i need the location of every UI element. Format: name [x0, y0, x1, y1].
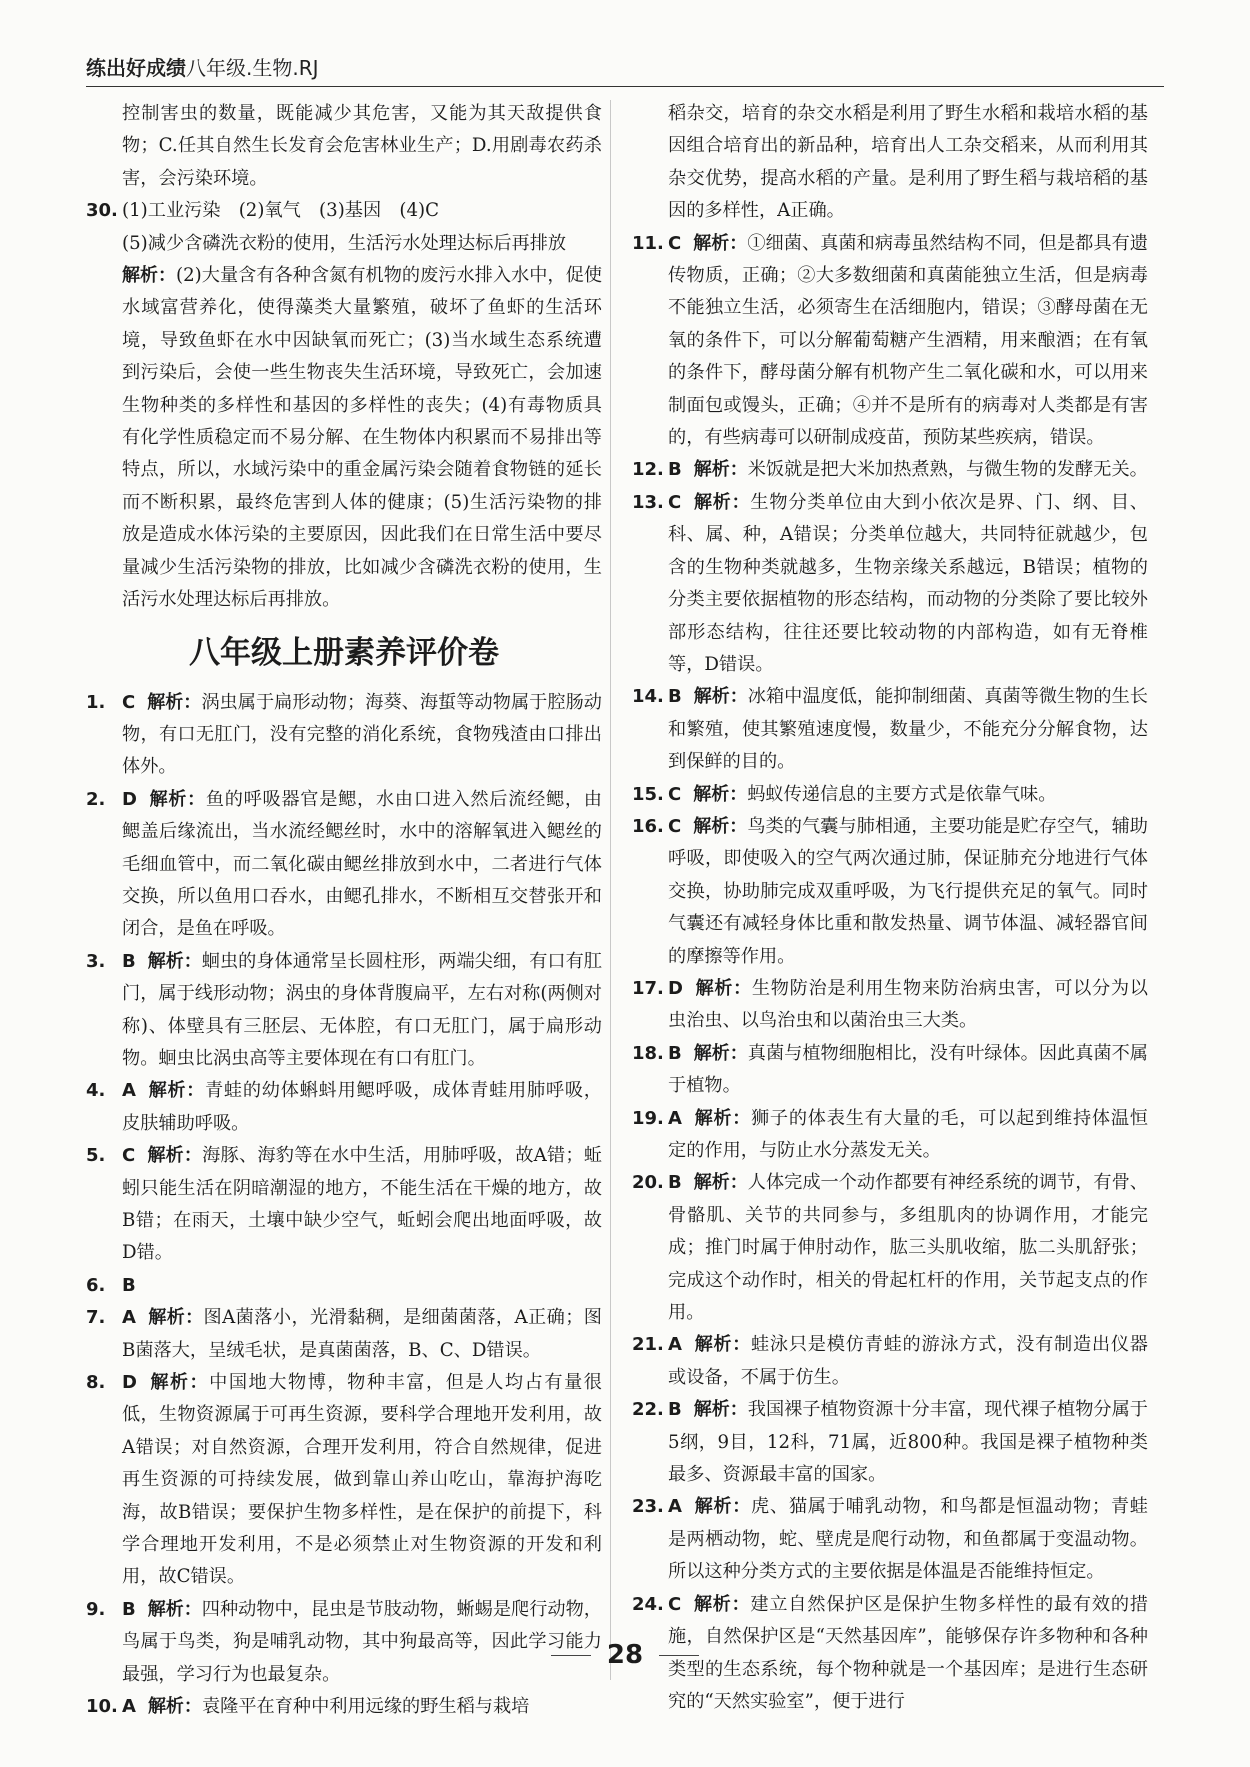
explanation-label: 解析：: [147, 1307, 204, 1329]
explanation-label: 解析：: [693, 1107, 751, 1129]
item-answer: A: [668, 1107, 682, 1129]
answer-item: [86, 946, 602, 1076]
item-number: 2.: [86, 788, 106, 810]
explanation-label: 解析：: [693, 491, 751, 513]
left-answer-list: [86, 687, 602, 1724]
item-number: 6.: [86, 1274, 106, 1296]
answer-item: [632, 1329, 1148, 1394]
item-number: 13.: [632, 491, 664, 513]
item-number: 21.: [632, 1334, 664, 1356]
item-explanation: 青蛙的幼体蝌蚪用鳃呼吸，成体青蛙用肺呼吸，皮肤辅助呼吸。: [122, 1080, 602, 1134]
header-subtitle: 八年级.生物.RJ: [186, 56, 319, 80]
answer-item: [86, 784, 602, 946]
item-answer: C: [668, 491, 682, 513]
item-answer: A: [122, 1696, 136, 1718]
explanation-label: 解析：: [147, 1080, 205, 1102]
explanation-label: 解析：: [693, 783, 748, 805]
item-answer: B: [122, 950, 136, 972]
item-answer: C: [668, 1593, 682, 1615]
answer-item: [632, 487, 1148, 681]
answer-item: [86, 1302, 602, 1367]
answer-item: [632, 454, 1148, 486]
item-number: 12.: [632, 459, 664, 481]
item-number: 19.: [632, 1107, 664, 1129]
item-answer: D: [122, 788, 137, 810]
answer-item-30: [86, 195, 602, 616]
item-answer: B: [668, 459, 682, 481]
item-number: 30.: [86, 200, 118, 222]
item-number: 4.: [86, 1080, 106, 1102]
item-explanation: 海豚、海豹等在水中生活，用肺呼吸，故A错；蚯蚓只能生活在阴暗潮湿的地方，不能生活在干燥的地方，故B错；在雨天，土壤中缺少空气，蚯蚓会爬出地面呼吸，故D错。: [122, 1145, 603, 1264]
item-explanation: 真菌与植物细胞相比，没有叶绿体。因此真菌不属于植物。: [668, 1042, 1148, 1097]
item-answer: A: [668, 1334, 682, 1356]
item-explanation: 生物防治是利用生物来防治病虫害，可以分为以虫治虫、以鸟治虫和以菌治虫三大类。: [668, 977, 1148, 1032]
item-number: 9.: [86, 1598, 106, 1620]
item-explanation: 图A菌落小，光滑黏稠，是细菌菌落，A正确；图B菌落大，呈绒毛状，是真菌菌落，B、C、D错误。: [122, 1307, 602, 1361]
item-answer: B: [668, 1042, 682, 1064]
answer-item: [632, 811, 1148, 973]
left-column: [86, 98, 602, 1724]
item-answer: A: [122, 1307, 136, 1329]
item-answer: C: [668, 232, 682, 254]
item-explanation: 蛙泳只是模仿青蛙的游泳方式，没有制造出仪器或设备，不属于仿生。: [668, 1334, 1148, 1388]
item-number: 5.: [86, 1145, 106, 1167]
item-30-explanation: (2)大量含有各种含氮有机物的废污水排入水中，促使水域富营养化，使得藻类大量繁殖，破坏了鱼虾的生活环境，导致鱼虾在水中因缺氧而死亡；(3)当水域生态系统遭到污染后，会使一些生物丧失生活环境，导致死亡，会加速生物种类的多样性和基因的多样性的丧失；(4)有毒物质具有化学性质稳定而不易分解、在生物体内积累而不易排出等特点，所以，水域污染中的重金属污染会随着食物链的延长而不断积累，最终危害到人体的健康；(5)生活污染物的排放是造成水体污染的主要原因，因此我们在日常生活中要尽量减少生活污染物的排放，比如减少含磷洗衣粉的使用，生活污水处理达标后再排放。: [122, 265, 603, 611]
item-answer: B: [122, 1598, 136, 1620]
explanation-label: 解析：: [147, 691, 202, 713]
item-number: 23.: [632, 1496, 664, 1518]
item-30-answer-line2: (5)减少含磷洗衣粉的使用，生活污水处理达标后再排放: [122, 232, 567, 254]
item-number: 20.: [632, 1172, 664, 1194]
item-explanation: 虎、猫属于哺乳动物，和鸟都是恒温动物；青蛙是两栖动物，蛇、壁虎是爬行动物，和鱼都属于变温动物。所以这种分类方式的主要依据是体温是否能维持恒定。: [668, 1496, 1148, 1583]
explanation-label: 解析：: [147, 1696, 202, 1718]
explanation-label: 解析：: [147, 1598, 202, 1620]
answer-item: [632, 1167, 1148, 1329]
item-answer: C: [668, 815, 682, 837]
explanation-label: 解析：: [693, 1399, 748, 1421]
item-explanation: 狮子的体表生有大量的毛，可以起到维持体温恒定的作用，与防止水分蒸发无关。: [668, 1107, 1148, 1161]
item-number: 22.: [632, 1399, 664, 1421]
item-number: 17.: [632, 977, 664, 999]
item-explanation: 人体完成一个动作都要有神经系统的调节，有骨、骨骼肌、关节的共同参与，多组肌肉的协调作用，才能完成；推门时属于伸肘动作，肱三头肌收缩，肱二头肌舒张；完成这个动作时，相关的骨起杠杆的作用，关节起支点的作用。: [668, 1172, 1148, 1324]
item-answer: B: [122, 1274, 136, 1296]
header-rule: [86, 86, 1164, 87]
item-explanation: 米饭就是把大米加热煮熟，与微生物的发酵无关。: [747, 459, 1148, 481]
explanation-label: 解析：: [693, 232, 748, 254]
answer-item: [632, 779, 1148, 811]
item-number: 11.: [632, 232, 664, 254]
item-number: 15.: [632, 783, 664, 805]
explanation-label: 解析：: [147, 950, 202, 972]
explanation-label: 解析：: [693, 1334, 751, 1356]
item-number: 16.: [632, 815, 664, 837]
explanation-label: 解析：: [693, 1172, 748, 1194]
item-answer: B: [668, 1172, 682, 1194]
page-footer: [0, 1640, 1250, 1670]
item-explanation: 四种动物中，昆虫是节肢动物，蜥蜴是爬行动物，鸟属于鸟类，狗是哺乳动物，其中狗最高等，因此学习能力最强，学习行为也最复杂。: [122, 1598, 602, 1685]
item-answer: D: [122, 1372, 137, 1394]
explanation-label: 解析：: [693, 815, 748, 837]
answer-item: [632, 1103, 1148, 1168]
item-explanation: 生物分类单位由大到小依次是界、门、纲、目、科、属、种，A错误；分类单位越大，共同特征就越少，包含的生物种类就越多，生物亲缘关系越远，B错误；植物的分类主要依据植物的形态结构，而动物的分类除了要比较外部形态结构，往往还要比较动物的内部构造，如有无脊椎等，D错误。: [668, 491, 1148, 675]
continued-explanation-10: 稻杂交，培育的杂交水稻是利用了野生水稻和栽培水稻的基因组合培育出的新品种，培育出人工杂交稻来，从而利用其杂交优势，提高水稻的产量。是利用了野生稻与栽培稻的基因的多样性，A正确。: [668, 103, 1148, 222]
item-explanation: 我国裸子植物资源十分丰富，现代裸子植物分属于5纲，9目，12科，71属，近800种。我国是裸子植物种类最多、资源最丰富的国家。: [668, 1399, 1148, 1486]
item-explanation: 中国地大物博，物种丰富，但是人均占有量很低，生物资源属于可再生资源，要科学合理地开发利用，故A错误；对自然资源，合理开发利用，符合自然规律，促进再生资源的可持续发展，做到靠山养山吃山，靠海护海吃海，故B错误；要保护生物多样性，是在保护的前提下，科学合理地开发利用，不是必须禁止对生物资源的开发和利用，故C错误。: [122, 1372, 602, 1588]
item-explanation: 蛔虫的身体通常呈长圆柱形，两端尖细，有口有肛门，属于线形动物；涡虫的身体背腹扁平，左右对称(两侧对称)、体壁具有三胚层、无体腔，有口无肛门，属于扁形动物。蛔虫比涡虫高等主要体现在有口有肛门。: [122, 950, 602, 1069]
explanation-label: 解析：: [148, 788, 206, 810]
answer-item: [632, 228, 1148, 455]
answer-item: [632, 973, 1148, 1038]
explanation-label: 解析：: [147, 1145, 203, 1167]
item-answer: B: [668, 686, 682, 708]
answer-item: [86, 1075, 602, 1140]
item-number: 14.: [632, 686, 664, 708]
answer-item: [632, 1491, 1148, 1588]
right-answer-list: [632, 228, 1148, 1719]
explanation-label: 解析：: [122, 265, 177, 287]
answer-item: [632, 1038, 1148, 1103]
item-number: 24.: [632, 1593, 664, 1615]
column-divider: [610, 100, 611, 1680]
explanation-label: 解析：: [693, 1496, 751, 1518]
page-header: [86, 52, 319, 81]
explanation-label: 解析：: [694, 977, 752, 999]
item-explanation: 冰箱中温度低，能抑制细菌、真菌等微生物的生长和繁殖，使其繁殖速度慢，数量少，不能充分分解食物，达到保鲜的目的。: [668, 686, 1148, 773]
item-number: 10.: [86, 1696, 118, 1718]
item-explanation: 袁隆平在育种中利用远缘的野生稻与栽培: [201, 1696, 530, 1718]
item-answer: C: [668, 783, 682, 805]
answer-item: [86, 687, 602, 784]
page-number: 28: [606, 1640, 644, 1670]
item-explanation: 建立自然保护区是保护生物多样性的最有效的措施，自然保护区是“天然基因库”，能够保存许多物种和各种类型的生态系统，每个物种就是一个基因库；是进行生态研究的“天然实验室”，便于进行: [668, 1593, 1148, 1712]
item-answer: C: [122, 1145, 136, 1167]
answer-item: [86, 1140, 602, 1270]
item-number: 7.: [86, 1307, 106, 1329]
item-answer: A: [122, 1080, 136, 1102]
item-explanation: 鱼的呼吸器官是鳃，水由口进入然后流经鳃，由鳃盖后缘流出，当水流经鳃丝时，水中的溶解氧进入鳃丝的毛细血管中，而二氧化碳由鳃丝排放到水中，二者进行气体交换，所以鱼用口吞水，由鳃孔排水，不断相互交替张开和闭合，是鱼在呼吸。: [122, 788, 602, 940]
answer-item: [86, 1367, 602, 1594]
answer-item: [86, 1270, 602, 1302]
answer-item: [632, 1394, 1148, 1491]
item-explanation: 蚂蚁传递信息的主要方式是依靠气味。: [747, 783, 1057, 805]
explanation-label: 解析：: [693, 1593, 751, 1615]
explanation-label: 解析：: [693, 1042, 748, 1064]
footer-dash-right: [659, 1655, 699, 1656]
item-explanation: 涡虫属于扁形动物；海葵、海蜇等动物属于腔肠动物，有口无肛门，没有完整的消化系统，食物残渣由口排出体外。: [122, 691, 602, 778]
item-30-answer-line1: (1)工业污染 (2)氧气 (3)基因 (4)C: [122, 200, 440, 222]
item-answer: C: [122, 691, 136, 713]
item-number: 18.: [632, 1042, 664, 1064]
item-number: 8.: [86, 1372, 106, 1394]
explanation-label: 解析：: [693, 686, 748, 708]
continued-explanation: 控制害虫的数量，既能减少其危害，又能为其天敌提供食物；C.任其自然生长发育会危害林业生产；D.用剧毒农药杀害，会污染环境。: [122, 103, 602, 189]
answer-item: [632, 681, 1148, 778]
item-explanation: ①细菌、真菌和病毒虽然结构不同，但是都具有遗传物质，正确；②大多数细菌和真菌能独立生活，但是病毒不能独立生活，必须寄生在活细胞内，错误；③酵母菌在无氧的条件下，可以分解葡萄糖产生酒精，用来酿酒；在有氧的条件下，酵母菌分解有机物产生二氧化碳和水，可以用来制面包或馒头，正确；④并不是所有的病毒对人类都是有害的，有些病毒可以研制成疫苗，预防某些疾病，错误。: [668, 232, 1148, 449]
item-answer: A: [668, 1496, 682, 1518]
right-column: [632, 98, 1148, 1718]
item-answer: B: [668, 1399, 682, 1421]
footer-dash-left: [551, 1655, 591, 1656]
item-answer: D: [668, 977, 683, 999]
item-number: 3.: [86, 950, 106, 972]
item-number: 1.: [86, 691, 106, 713]
explanation-label: 解析：: [693, 459, 748, 481]
explanation-label: 解析：: [148, 1372, 210, 1394]
header-brand: 练出好成绩: [86, 56, 186, 80]
item-explanation: 鸟类的气囊与肺相通，主要功能是贮存空气，辅助呼吸，即使吸入的空气两次通过肺，保证肺充分地进行气体交换，协助肺完成双重呼吸，为飞行提供充足的氧气。同时气囊还有减轻身体比重和散发热量、调节体温、减轻器官间的摩擦等作用。: [668, 815, 1148, 967]
section-title: 八年级上册素养评价卷: [189, 634, 499, 671]
answer-item: [86, 1691, 602, 1723]
